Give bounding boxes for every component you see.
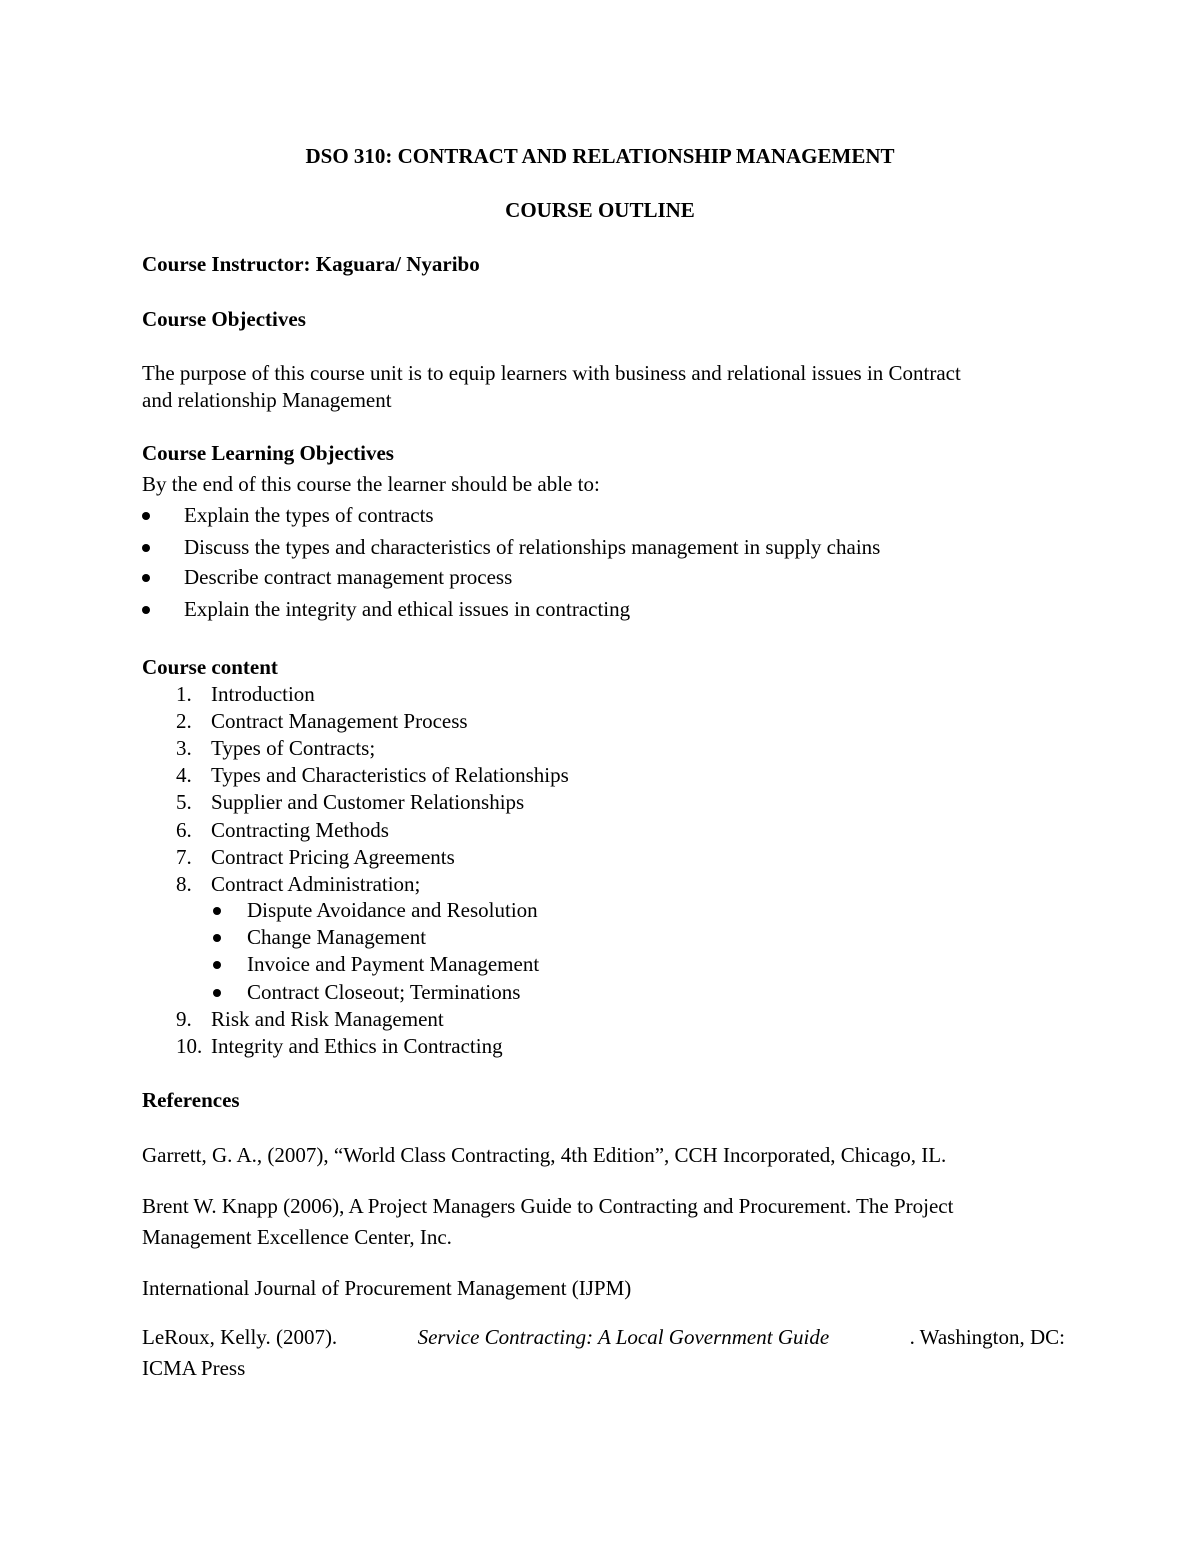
list-item: Introduction xyxy=(211,682,315,706)
list-item: Explain the types of contracts xyxy=(184,503,434,527)
objectives-heading: Course Objectives xyxy=(142,307,306,331)
list-item: Integrity and Ethics in Contracting xyxy=(211,1034,503,1058)
list-item: Explain the integrity and ethical issues in contracting xyxy=(184,597,631,621)
bullet-icon xyxy=(142,606,150,614)
reference-leroux-line-2: ICMA Press xyxy=(142,1356,246,1380)
document-subtitle: COURSE OUTLINE xyxy=(505,198,695,222)
list-number: 3. xyxy=(176,736,192,760)
reference-leroux-line-1 xyxy=(142,1327,1065,1348)
list-number: 5. xyxy=(176,790,192,814)
list-number: 2. xyxy=(176,709,192,733)
list-item: Change Management xyxy=(247,925,427,949)
reference-knapp-line-2: Management Excellence Center, Inc. xyxy=(142,1225,452,1249)
bullet-icon xyxy=(142,512,150,520)
reference-leroux-title: Service Contracting: A Local Government Guide xyxy=(417,1325,830,1349)
list-number: 7. xyxy=(176,845,192,869)
list-item: Contract Closeout; Terminations xyxy=(247,980,521,1004)
list-item: Types and Characteristics of Relationships xyxy=(211,763,569,787)
list-item: Discuss the types and characteristics of relationships management in supply chains xyxy=(184,535,881,559)
learning-objectives-intro: By the end of this course the learner should be able to: xyxy=(142,472,600,496)
list-item: Contracting Methods xyxy=(211,818,389,842)
bullet-icon xyxy=(213,961,221,969)
references-heading: References xyxy=(142,1088,240,1112)
list-number: 1. xyxy=(176,682,192,706)
list-item: Risk and Risk Management xyxy=(211,1007,444,1031)
reference-knapp-line-1: Brent W. Knapp (2006), A Project Managers Guide to Contracting and Procurement. The Project xyxy=(142,1194,954,1218)
list-item: Invoice and Payment Management xyxy=(247,952,540,976)
list-number: 8. xyxy=(176,872,192,896)
list-item: Dispute Avoidance and Resolution xyxy=(247,898,538,922)
list-number: 10. xyxy=(176,1034,203,1058)
list-item: Contract Pricing Agreements xyxy=(211,845,455,869)
course-content-heading: Course content xyxy=(142,655,278,679)
learning-objectives-heading: Course Learning Objectives xyxy=(142,441,394,465)
bullet-icon xyxy=(142,574,150,582)
list-item: Contract Administration; xyxy=(211,872,421,896)
list-item: Describe contract management process xyxy=(184,565,513,589)
bullet-icon xyxy=(213,907,221,915)
bullet-icon xyxy=(213,934,221,942)
bullet-icon xyxy=(213,989,221,997)
list-item: Contract Management Process xyxy=(211,709,468,733)
reference-leroux-author: LeRoux, Kelly. (2007). xyxy=(142,1325,338,1349)
reference-leroux-publisher: . Washington, DC: xyxy=(909,1325,1065,1349)
list-number: 9. xyxy=(176,1007,192,1031)
list-item: Supplier and Customer Relationships xyxy=(211,790,525,814)
document-title: DSO 310: CONTRACT AND RELATIONSHIP MANAGEMENT xyxy=(305,144,895,168)
list-number: 4. xyxy=(176,763,192,787)
reference-garrett: Garrett, G. A., (2007), “World Class Contracting, 4th Edition”, CCH Incorporated, Chicago, IL. xyxy=(142,1143,947,1167)
list-number: 6. xyxy=(176,818,192,842)
objectives-line-1: The purpose of this course unit is to equip learners with business and relational issues in Contract xyxy=(142,361,961,385)
course-instructor: Course Instructor: Kaguara/ Nyaribo xyxy=(142,252,480,276)
list-item: Types of Contracts; xyxy=(211,736,376,760)
reference-ijpm: International Journal of Procurement Management (IJPM) xyxy=(142,1276,632,1300)
objectives-line-2: and relationship Management xyxy=(142,388,392,412)
bullet-icon xyxy=(142,544,150,552)
